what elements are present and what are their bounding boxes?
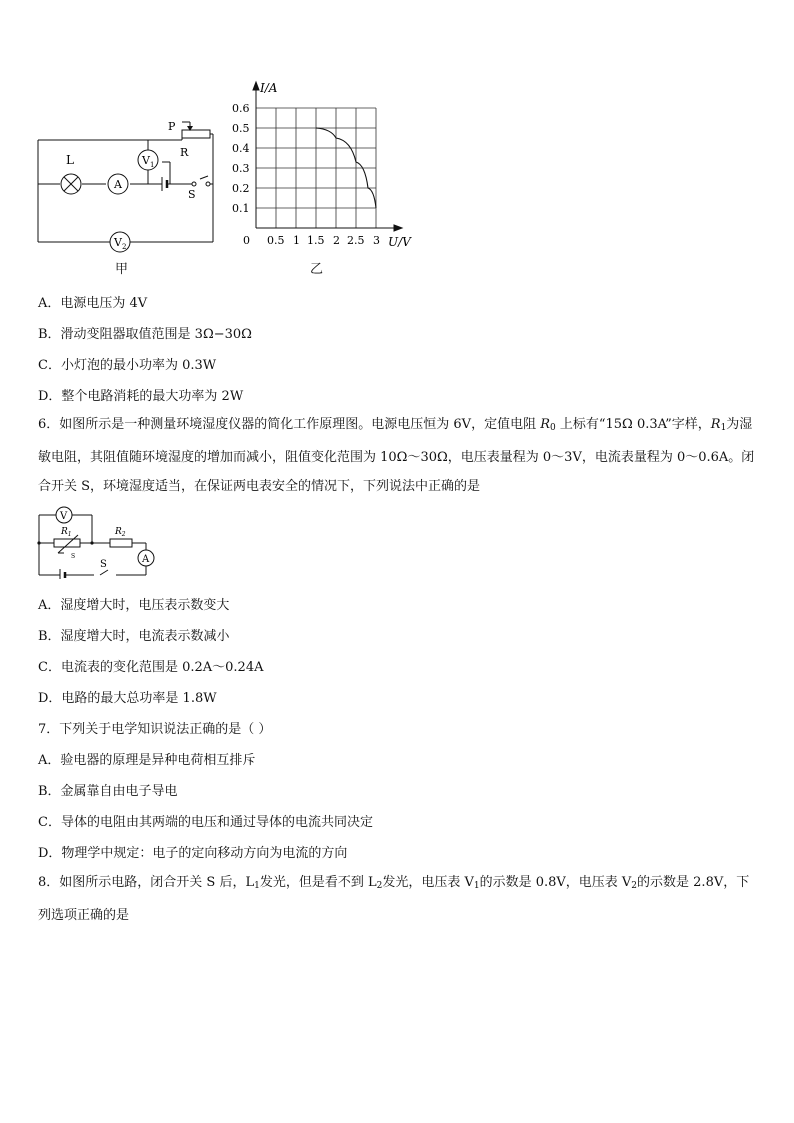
x-tick-label: 0.5: [267, 234, 285, 247]
x-tick-label: 2.5: [347, 234, 365, 247]
x-axis-label: U/V: [388, 235, 411, 249]
q6-stem: 6．如图所示是一种测量环境湿度仪器的简化工作原理图。电源电压恒为 6V，定值电阻 $R_0$ 上标有“15Ω 0.3A”字样，$R_1$为湿敏电阻，其阻值随环境湿度的增加而减小，阻值变化范围为 10Ω～30Ω，电压表量程为 0～3V，电流表量程为 0～0.6A。闭合开关 S，环境湿度适当，在保证两电表安全的情况下，下列说法中正确的是: [38, 417, 755, 494]
label-V1: $V_1$: [142, 154, 155, 169]
x-tick-label: 1: [293, 234, 300, 247]
x-axis-arrow-icon: [394, 225, 402, 231]
q6-option-b: B．湿度增大时，电流表示数减小: [38, 629, 230, 644]
origin-label: 0: [243, 234, 250, 247]
circuit-diagram-q6: [34, 503, 164, 579]
q7-stem: 7．下列关于电学知识说法正确的是（ ）: [38, 722, 272, 737]
q8-stem: 8．如图所示电路，闭合开关 S 后，$L_1$发光，但是看不到 $L_2$发光，电压表 $V_1$的示数是 0.8V，电压表 $V_2$的示数是 2.8V，下列选项正确的是: [38, 875, 750, 923]
x-tick-label: 3: [373, 234, 380, 247]
y-tick-label: 0.3: [232, 162, 250, 175]
q7-option-c: C．导体的电阻由其两端的电压和通过导体的电流共同决定: [38, 815, 373, 830]
label-V: V: [60, 511, 68, 522]
q6-option-c: C．电流表的变化范围是 0.2A～0.24A: [38, 660, 264, 675]
label-R2: $R_2$: [115, 527, 126, 538]
lamp-L-icon: [61, 174, 81, 194]
node-dot-left: [37, 541, 40, 544]
q5-option-a: A．电源电压为 4V: [38, 296, 148, 311]
switch-icon: [192, 182, 210, 186]
q5-option-b: B．滑动变阻器取值范围是 3Ω−30Ω: [38, 327, 252, 342]
label-P: P: [168, 120, 176, 133]
q7-option-d: D．物理学中规定：电子的定向移动方向为电流的方向: [38, 846, 348, 861]
iu-graph-yi: [226, 80, 426, 260]
caption-jia: 甲: [115, 262, 129, 277]
q6-option-d: D．电路的最大总功率是 1.8W: [38, 691, 217, 706]
y-tick-label: 0.5: [232, 122, 250, 135]
label-S: S: [100, 559, 107, 570]
x-tick-label: 1.5: [307, 234, 325, 247]
x-tick-label: 2: [333, 234, 340, 247]
y-tick-label: 0.4: [232, 142, 250, 155]
y-tick-label: 0.6: [232, 102, 250, 115]
label-R: R: [180, 146, 189, 159]
y-tick-label: 0.1: [232, 202, 250, 215]
label-L: L: [66, 153, 74, 167]
label-A: A: [114, 178, 122, 191]
label-A: A: [142, 554, 150, 565]
y-axis-label: I/A: [260, 81, 278, 95]
battery-icon: [162, 177, 170, 191]
battery-icon: [60, 569, 65, 579]
label-S: S: [188, 188, 196, 201]
node-dot-right: [90, 541, 93, 544]
label-R1: $R_1$: [61, 527, 72, 538]
q5-option-d: D．整个电路消耗的最大功率为 2W: [38, 389, 244, 404]
label-V2: $V_2$: [114, 236, 127, 251]
y-axis-arrow-icon: [253, 82, 259, 90]
q7-option-b: B．金属靠自由电子导电: [38, 784, 178, 799]
q6-option-a: A．湿度增大时，电压表示数变大: [38, 598, 230, 613]
caption-yi: 乙: [310, 262, 324, 277]
q7-option-a: A．验电器的原理是异种电荷相互排斥: [38, 753, 256, 768]
y-tick-label: 0.2: [232, 182, 250, 195]
q5-option-c: C．小灯泡的最小功率为 0.3W: [38, 358, 217, 373]
circuit-diagram-jia: [30, 112, 226, 277]
label-S-small: S: [71, 553, 76, 560]
